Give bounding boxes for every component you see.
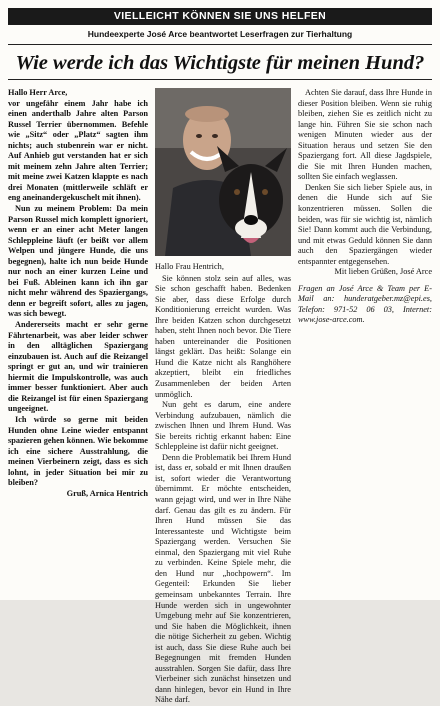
section-subkicker: Hundeexperte José Arce beantwortet Leserfragen zur Tierhaltung — [87, 29, 353, 39]
article-headline: Wie werde ich das Wichtigste für meinen Hund? — [15, 52, 425, 74]
letter-paragraph: Ich würde so gerne mit beiden Hunden ohne Leine wieder entspannt spazieren gehen können. Wie bekomme ich eine sichere Ausstrahlung, die meinen Vierbeinern zeigt, dass es sich lohnt, in jeder Situation bei mir zu bleiben? — [8, 414, 148, 488]
letter-paragraph: Nun zu meinem Problem: Da mein Parson Russel mich komplett ignoriert, wenn er an einer acht Meter langen Schleppleine läuft (er beißt vor allem Welpen und jüngere Hunde, die uns begegnen), halte ich nun beide Hunde nur noch an einer kurzen Leine und bei Fuß. Ableinen kann ich ihn gar nicht mehr während des Spaziergangs, denn er begreift sofort, alles zu jagen, was sich bewegt. — [8, 204, 148, 319]
answer-paragraph: Denken Sie sich lieber Spiele aus, in denen die Hunde sich auf Sie konzentrieren müssen. Sollen die beiden, was für sie wichtig ist, nämlich Sie! Dann kommt auch die Verbindung, und mit etwas Geduld können Sie dann auch den Spaziergängen wieder entspannter entgegensehen. — [298, 182, 432, 266]
answer-paragraph: Achten Sie darauf, dass Ihre Hunde in dieser Position bleiben. Wenn sie ruhig bleiben, ziehen Sie es zeitlich nicht zu lange hin. Führen Sie sie schon nach wenigen Minuten wieder aus der Situation heraus und setzen Sie den Spaziergang fort. All diese Jagdspiele, die Sie mit Ihren Hunden machen, sollten Sie einfach weglassen. — [298, 88, 432, 182]
letter-paragraph: Andererseits macht er sehr gerne Fährtenarbeit, was aber leider schwer in den alltäglichen Spaziergang einzubauen ist. Auch auf die Reizangel springt er gut an, und wir trainieren hiermit die Impulskontrolle, was auch immer besser funktioniert. Aber auch die Reizangel ist für einen Spaziergang ungeeignet. — [8, 320, 148, 414]
article-body — [8, 88, 432, 705]
answer-paragraph: Sie können stolz sein auf alles, was Sie schon geschafft haben. Bedenken Sie aber, dass diese Erfolge durch Konditionierung erreicht wurden. Was Ihre beiden Katzen schon durchgesetzt haben, steht Ihnen noch bevor. Die Tiere haben untereinander die Positionen längst geklärt. Das heißt: Solange ein Hund die Katze nicht als Ranghöhere akzeptiert, bleibt ein friedliches Zusammenleben der beiden Arten unmöglich. — [155, 273, 291, 399]
reader-letter-column — [8, 88, 148, 590]
answer-paragraph: Nun geht es darum, eine andere Verbindung aufzubauen, nämlich die zwischen Ihnen und Ihrem Hund. Was Sie bereits richtig erkannt haben: Eine Schleppleine ist dafür nicht geeignet. — [155, 400, 291, 452]
contact-line: Fragen an José Arce & Team per E-Mail an: hunderatgeber.mz@epi.es, Telefon: 971-52 06 03, Internet: www.jose-arce.com. — [298, 283, 432, 325]
photo-illustration — [155, 88, 291, 256]
letter-salutation: Hallo Herr Arce, — [8, 88, 68, 97]
letter-signature: Gruß, Arnica Hentrich — [66, 488, 148, 498]
contact-info — [298, 284, 432, 326]
answer-column-right — [298, 88, 432, 590]
section-kicker: VIELLEICHT KÖNNEN SIE UNS HELFEN — [8, 8, 432, 25]
answer-paragraph: Denn die Problematik bei Ihrem Hund ist, dass er, sobald er mit Ihnen draußen ist, sofort wieder die Verantwortung übernimmt. Er möchte entscheiden, wann gejagt wird, und wer in Ihre Nähe darf. Genau das gilt es zu ändern. Für Ihren Hund müssen Sie das Interessanteste und Wichtigste beim Spaziergang werden. Versuchen Sie einmal, den Spaziergang mit viel Ruhe zu verbinden. Keine Spiele mehr, die den Hund nur „hochpowern“. Im Gegenteil: Erkunden Sie lieber gemeinsam unbekanntes Terrain. Ihre Hunde werden sich in ungewohnter Umgebung mehr auf Sie konzentrieren, und Sie haben die Möglichkeit, ihnen die nötige Sicherheit zu geben. Wichtig ist auch, dass Sie diese Ruhe auch bei Begegnungen mit fremden Hunden ausstrahlen. Sorgen Sie dafür, dass Ihre Vierbeiner sich zunächst hinsetzen und dann hinlegen, bevor ein Hund in Ihre Nähe darf. — [155, 452, 291, 705]
top-rule — [8, 44, 432, 45]
letter-paragraph: vor ungefähr einem Jahr habe ich einen anderthalb Jahre alten Parson Russel Terrier übernommen. Befehle wie „Sitz“ oder „Platz“ sagten ihm nichts; auch stubenrein war er nicht. Auf Anhieb gut verstanden hat er sich mit meinem zehn Jahre alten Terrier; mit meine zwei Katzen klappte es nach drei Monaten (mittlerweile schläft er eng aneinandergekuschelt mit ihnen). — [8, 98, 148, 203]
headline-rule — [8, 79, 432, 80]
expert-with-dog-photo — [155, 88, 291, 256]
answer-signoff: Mit lieben Grüßen, José Arce — [334, 267, 432, 277]
answer-greeting: Hallo Frau Hentrich, — [155, 262, 224, 271]
answer-column-left — [155, 88, 291, 705]
